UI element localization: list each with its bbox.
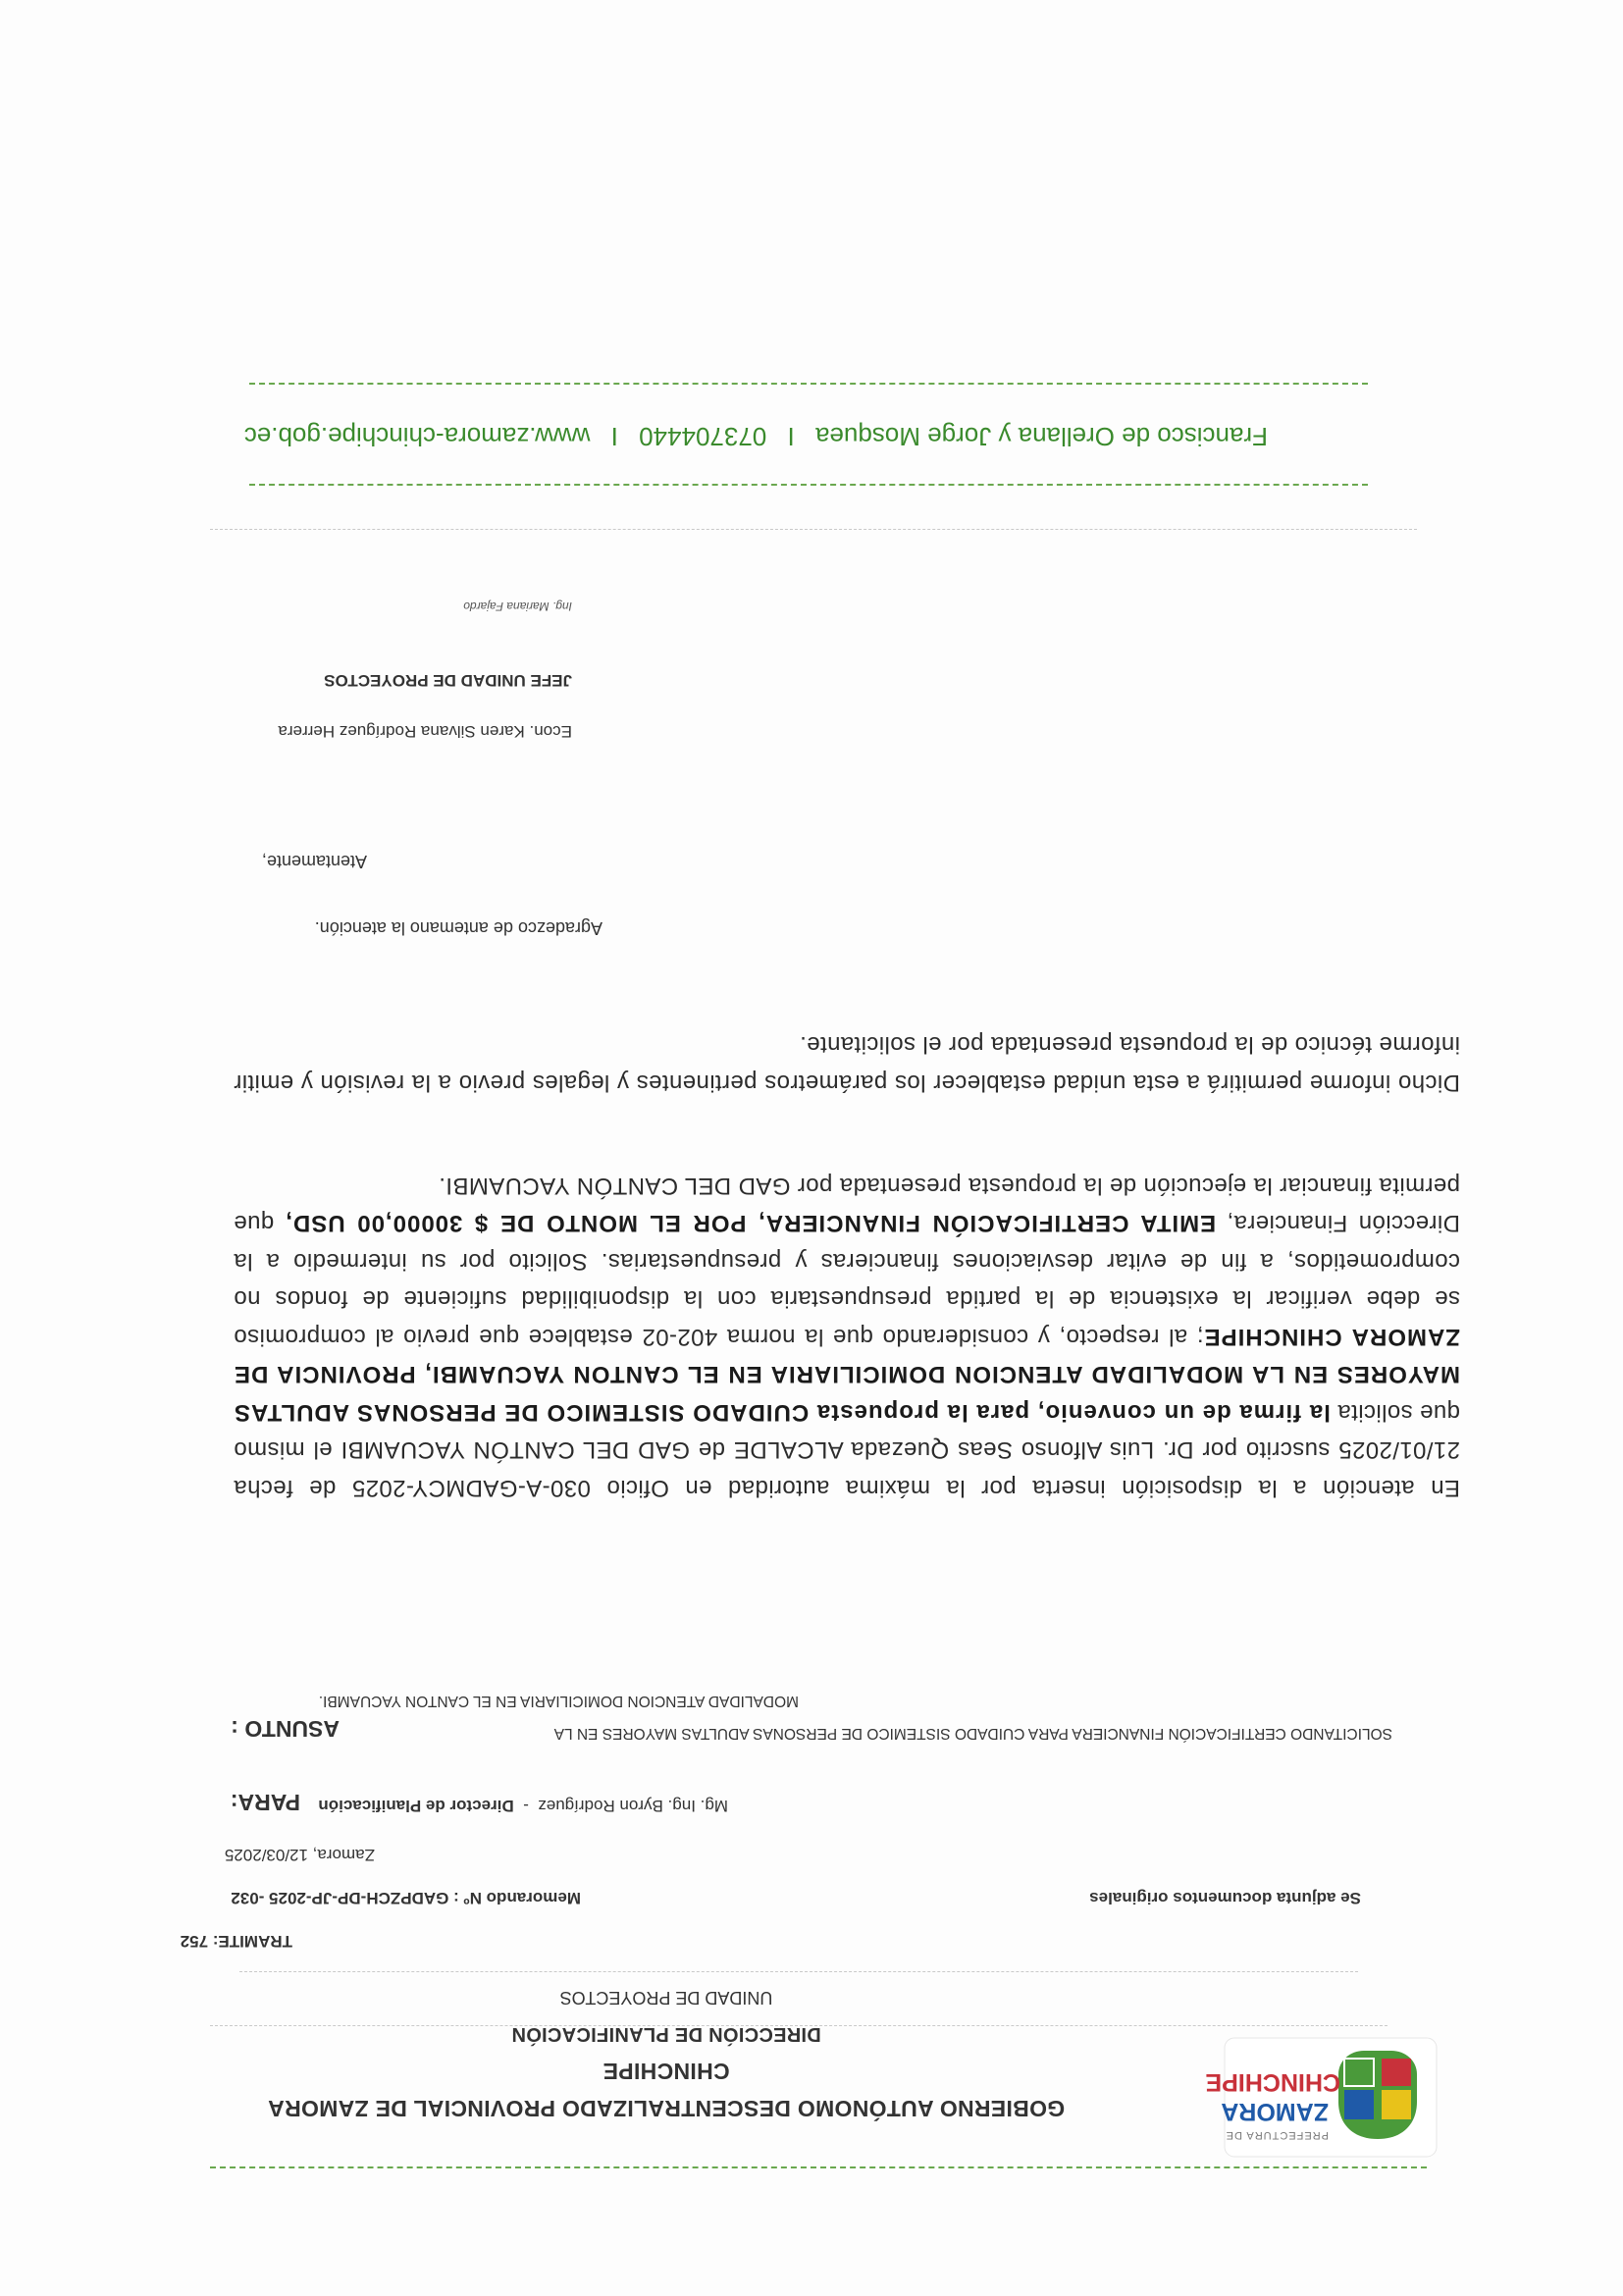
memorandum-number: Memorando Nº : GADPZCH-DP-JP-2025 -032 <box>231 1889 581 1907</box>
header-rule-bottom <box>239 1971 1358 1972</box>
footer-rule-upper <box>249 484 1368 486</box>
unit-name: UNIDAD DE PROYECTOS <box>559 1988 773 2008</box>
tramite-number: TRAMITE: 752 <box>180 1932 292 1951</box>
footer-contact-line <box>244 421 1268 451</box>
header-rule-top <box>210 2166 1427 2168</box>
asunto-line1: SOLICITANDO CERTIFICACIÓN FINANCIERA PARA CUIDADO SISTEMICO DE PERSONAS ADULTAS MAYORES EN LA <box>553 1725 1392 1742</box>
footer-website: www.zamora-chinchipe.gob.ec <box>243 422 591 451</box>
attachments-note: Se adjunta documentos originales <box>1089 1889 1361 1907</box>
asunto-line2: MODALIDAD ATENCION DOMICILIARIA EN EL CANTON YACUAMBI. <box>318 1693 799 1709</box>
body-paragraph-1: En atención a la disposición inserta por la máxima autoridad en Oficio 030-A-GADMCY-2025 de fecha 21/01/2025 suscrito por Dr. Luis Alfonso Seas Quezada ALCALDE de GAD DEL CANTÓN YACUAMBI el mismo que solicita la firma de un convenio, para la propuesta CUIDADO SISTEMICO DE PERSONAS ADULTAS MAYORES EN LA MODALIDAD ATENCION DOMICILIARIA EN EL CANTON YACUAMBI, PROVINCIA DE ZAMORA CHINCHIPE; al respecto, y considerando que la norma 402-02 establece que previo al compromiso se debe verificar la existencia de la partida presupuestaria con la disponibilidad suficiente de fondos no comprometidos, a fin de evitar desviaciones financieras y presupuestarias. Solicito por su intermedio a la Dirección Financiera, EMITA CERTIFICACIÓN FINANCIERA, POR EL MONTO DE $ 30000,00 USD, que permita financiar la ejecución de la propuesta presentada por GAD DEL CANTÓN YACUAMBI. <box>233 1173 1460 1501</box>
para-recipient: Mg. Ing. Byron Rodríguez - Director de Planificación <box>318 1797 728 1815</box>
prefecture-logo <box>1205 2036 1439 2159</box>
body-paragraph-4: Atentamente, <box>261 852 367 871</box>
prepared-by-initials: Ing. Mariana Fajardo <box>463 600 572 613</box>
footer-rule-lower <box>249 383 1368 385</box>
signer-name: Econ. Karen Silvana Rodríguez Herrera <box>278 722 572 741</box>
memo-body <box>234 1167 1460 1507</box>
para-recipient-role: Director de Planificación <box>318 1797 514 1815</box>
body-paragraph-2: Dicho informe permitirá a esta unidad establecer los parámetros pertinentes y legales previo a la revisión y emitir informe técnico de la propuesta presentada por el solicitante. <box>234 1031 1460 1096</box>
footer-address: Francisco de Orellana y Jorge Mosquea <box>814 422 1268 451</box>
logo-text-line3: CHINCHIPE <box>1205 2068 1340 2096</box>
footer-separator-2: I <box>610 422 618 451</box>
footer-separator-1: I <box>787 422 795 451</box>
place-date: Zamora, 12/03/2025 <box>224 1846 375 1864</box>
footer-rule-top <box>210 529 1417 530</box>
direction-name: DIRECCIÓN DE PLANIFICACIÓN <box>511 2023 821 2045</box>
para-label: PARA: <box>230 1790 300 1815</box>
logo-text-line2: ZAMORA <box>1221 2098 1329 2125</box>
org-name-line1: GOBIERNO AUTÓNOMO DESCENTRALIZADO PROVINCIAL DE ZAMORA <box>267 2096 1066 2121</box>
footer-phone: 073704440 <box>639 422 767 451</box>
org-name-line2: CHINCHIPE <box>602 2059 730 2084</box>
para-recipient-name: Mg. Ing. Byron Rodríguez <box>538 1797 728 1815</box>
signer-title: JEFE UNIDAD DE PROYECTOS <box>324 671 572 690</box>
body-paragraph-3: Agradezco de antemano la atención. <box>314 918 602 938</box>
asunto-label: ASUNTO : <box>231 1716 340 1742</box>
logo-text-line1: PREFECTURA DE <box>1225 2129 1329 2141</box>
